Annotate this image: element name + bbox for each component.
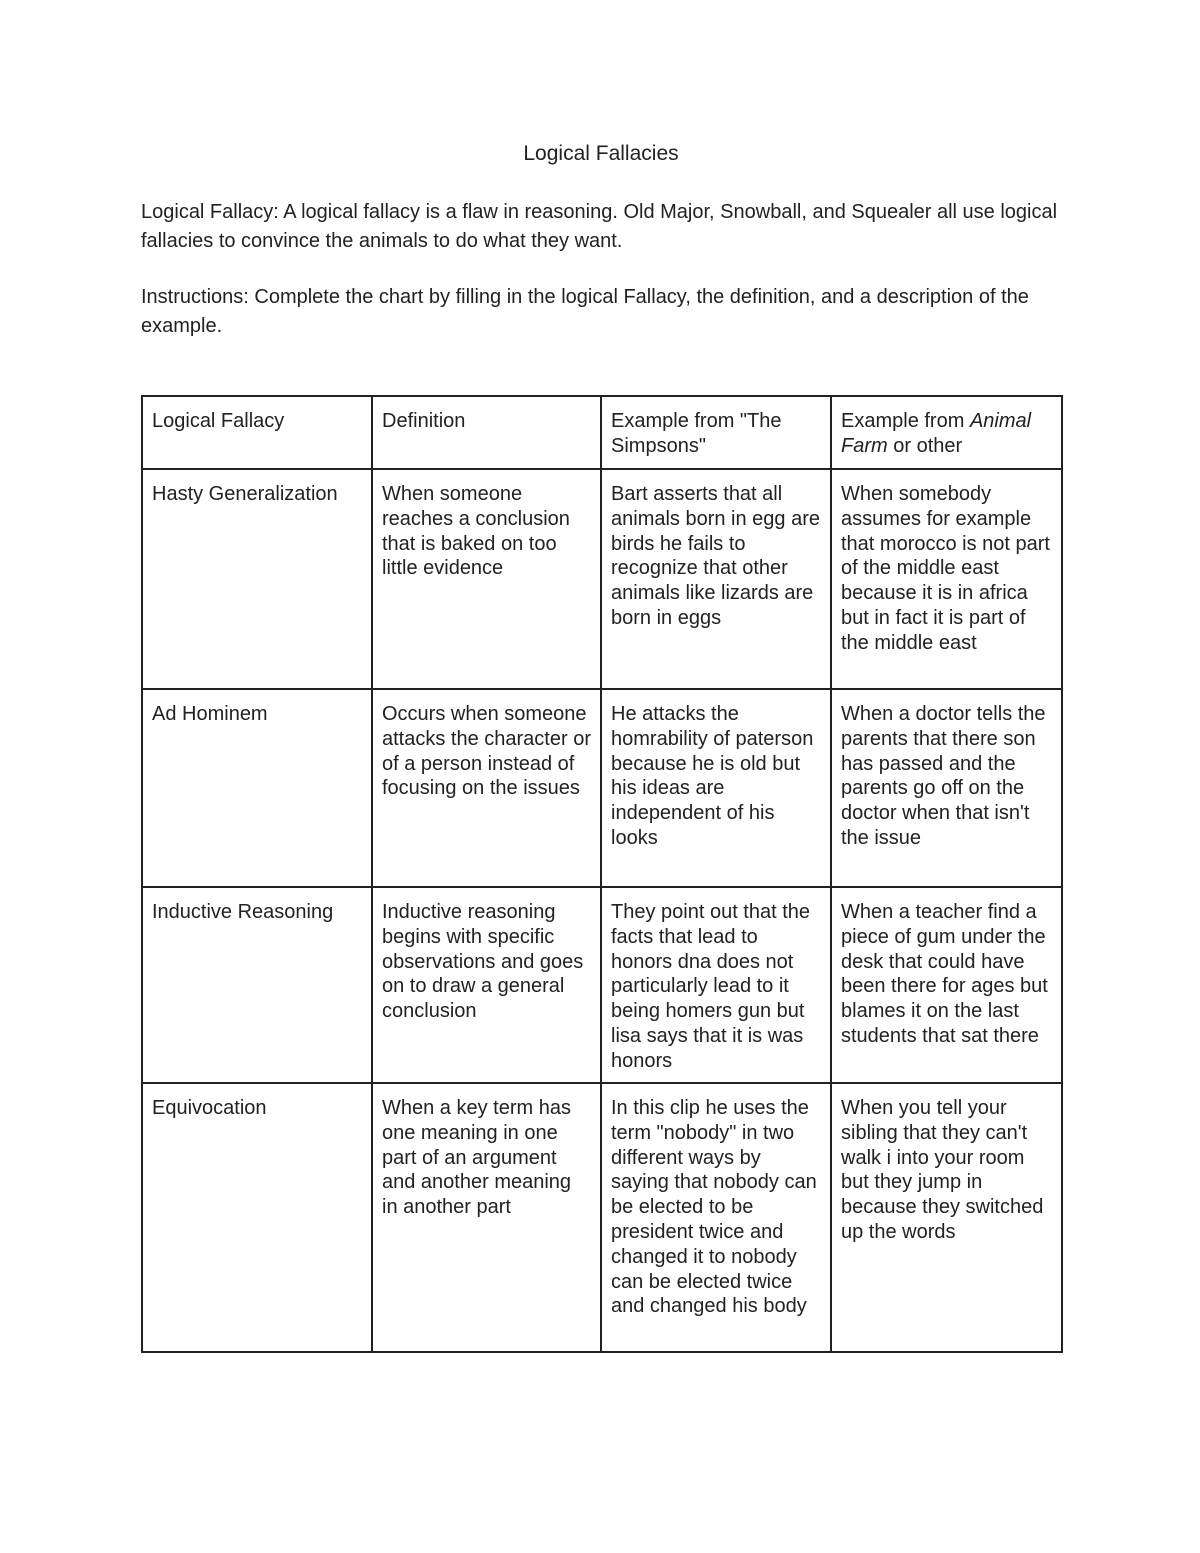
cell-other-example: When somebody assumes for example that morocco is not part of the middle east because it is in africa but in fact it is part of the middle east bbox=[831, 469, 1062, 689]
cell-fallacy: Equivocation bbox=[142, 1083, 372, 1352]
cell-simpsons-example: They point out that the facts that lead to honors dna does not particularly lead to it being homers gun but lisa says that it is was honors bbox=[601, 887, 831, 1083]
header-cell-fallacy: Logical Fallacy bbox=[142, 396, 372, 469]
header-cell-animal-farm bbox=[831, 396, 1062, 469]
table-header-row bbox=[142, 396, 1062, 469]
table-row bbox=[142, 1083, 1062, 1352]
cell-simpsons-example: Bart asserts that all animals born in egg are birds he fails to recognize that other animals like lizards are born in eggs bbox=[601, 469, 831, 689]
cell-simpsons-example: He attacks the homrability of paterson because he is old but his ideas are independent of his looks bbox=[601, 689, 831, 887]
document-title: Logical Fallacies bbox=[523, 142, 679, 165]
table-row bbox=[142, 469, 1062, 689]
cell-other-example: When a doctor tells the parents that there son has passed and the parents go off on the doctor when that isn't the issue bbox=[831, 689, 1062, 887]
fallacy-table bbox=[141, 395, 1063, 1353]
header-animal-farm-suffix: or other bbox=[887, 434, 963, 457]
cell-fallacy: Ad Hominem bbox=[142, 689, 372, 887]
table-row bbox=[142, 689, 1062, 887]
intro-paragraph: Logical Fallacy: A logical fallacy is a flaw in reasoning. Old Major, Snowball, and Squealer all use logical fallacies to convince the animals to do what they want. bbox=[141, 201, 1058, 252]
cell-simpsons-example: In this clip he uses the term "nobody" in two different ways by saying that nobody can be elected to be president twice and changed it to nobody can be elected twice and changed his body bbox=[601, 1083, 831, 1352]
cell-definition: Occurs when someone attacks the character or of a person instead of focusing on the issues bbox=[372, 689, 601, 887]
header-cell-definition: Definition bbox=[372, 396, 601, 469]
cell-other-example: When a teacher find a piece of gum under the desk that could have been there for ages but blames it on the last students that sat there bbox=[831, 887, 1062, 1083]
header-animal-farm-title: Animal Farm bbox=[841, 410, 1032, 457]
cell-definition: When someone reaches a conclusion that is baked on too little evidence bbox=[372, 469, 601, 689]
cell-definition: When a key term has one meaning in one part of an argument and another meaning in another part bbox=[372, 1083, 601, 1352]
instructions-paragraph: Instructions: Complete the chart by filling in the logical Fallacy, the definition, and a description of the example. bbox=[141, 286, 1029, 337]
header-cell-simpsons: Example from "The Simpsons" bbox=[601, 396, 831, 469]
cell-fallacy: Inductive Reasoning bbox=[142, 887, 372, 1083]
header-animal-farm-prefix: Example from bbox=[841, 410, 970, 432]
cell-other-example: When you tell your sibling that they can't walk i into your room but they jump in because they switched up the words bbox=[831, 1083, 1062, 1352]
cell-definition: Inductive reasoning begins with specific observations and goes on to draw a general conclusion bbox=[372, 887, 601, 1083]
cell-fallacy: Hasty Generalization bbox=[142, 469, 372, 689]
table-row bbox=[142, 887, 1062, 1083]
